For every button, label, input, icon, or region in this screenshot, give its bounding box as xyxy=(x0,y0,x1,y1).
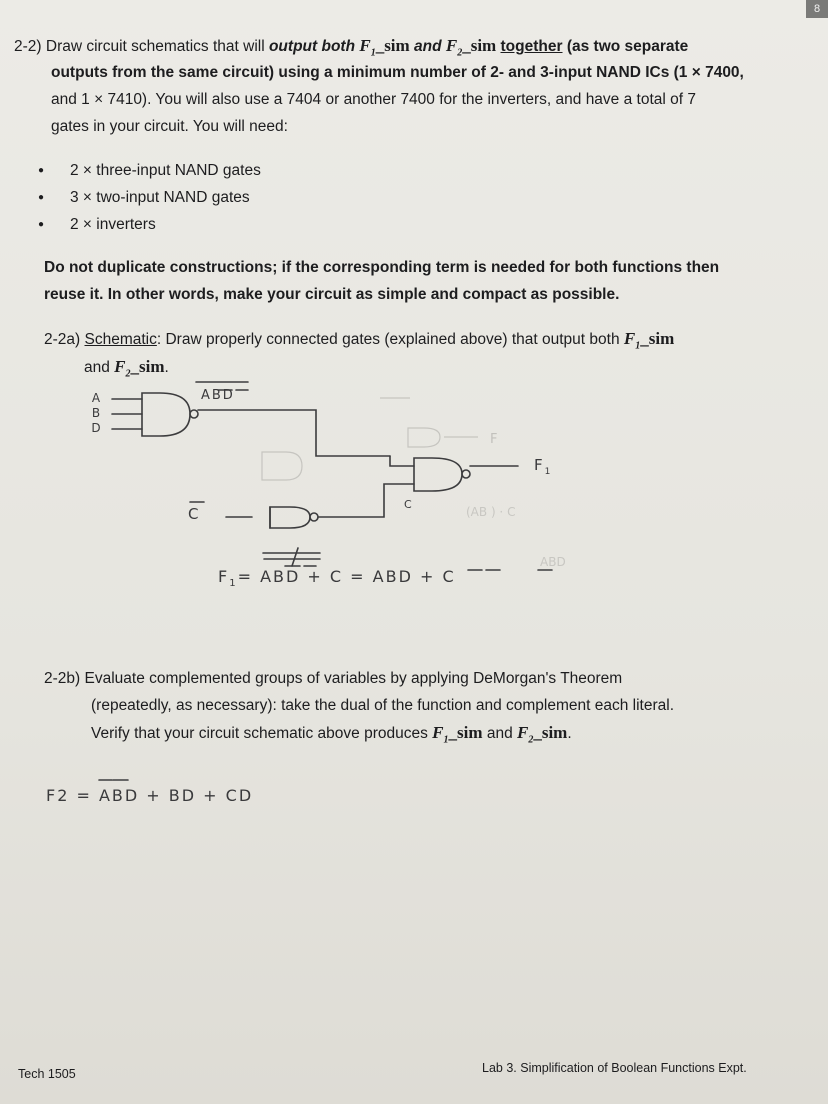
inverter-c xyxy=(270,507,310,528)
f2-equation: F2 = ABD + BD + CD xyxy=(46,786,254,805)
inverter-bubble xyxy=(310,513,318,521)
section-2-2b-line1: 2-2b) Evaluate complemented groups of variables by applying DeMorgan's Theorem xyxy=(44,670,623,687)
section-2-2b-line3: Verify that your circuit schematic above produces $F_1\_sim$ and $F_2\_sim$. xyxy=(91,723,572,746)
note-line2: reuse it. In other words, make your circuit as simple and compact as possible. xyxy=(44,286,620,303)
note-line1: Do not duplicate constructions; if the corresponding term is needed for both functions then xyxy=(44,259,720,276)
page-number: 8 xyxy=(806,0,828,18)
section-2-2b-line2: (repeatedly, as necessary): take the dual of the function and complement each literal. xyxy=(91,697,675,714)
wire-cbar-out xyxy=(318,484,414,517)
section-2-2a-line1: 2-2a) Schematic: Draw properly connected gates (explained above) that output both $F_1\_sim$ xyxy=(44,329,675,352)
gate1-label: ABD xyxy=(201,388,235,403)
nand-gate-1 xyxy=(142,393,190,436)
section-2-2a-line2: and $F_2\_sim$. xyxy=(84,357,169,380)
nand-bubble-1 xyxy=(190,410,198,418)
section-2-2-line3: and 1 × 7410). You will also use a 7404 or another 7400 for the inverters, and have a total of 7 xyxy=(51,91,696,108)
footer-title: Lab 3. Simplification of Boolean Functions Expt. xyxy=(482,1061,747,1075)
c-bar-label: C xyxy=(188,505,201,523)
section-2-2-line2: outputs from the same circuit) using a minimum number of 2- and 3-input NAND ICs (1 × 7400, xyxy=(51,64,744,81)
section-2-2-line4: gates in your circuit. You will need: xyxy=(51,118,288,135)
nand-gate-output xyxy=(414,458,462,491)
list-item: ● 3 × two-input NAND gates xyxy=(38,184,261,211)
svg-text:F: F xyxy=(490,432,498,447)
footer-course: Tech 1505 xyxy=(18,1067,76,1081)
section-2-2-line1: 2-2) Draw circuit schematics that will output both $F_1\_sim$ and $F_2\_sim$ together (as two separate xyxy=(14,36,689,59)
f1-output-label: $F_1$ xyxy=(534,456,553,477)
input-labels: A B D xyxy=(91,391,103,435)
svg-text:(AB ) · C: (AB ) · C xyxy=(466,505,516,519)
list-item: ● 2 × three-input NAND gates xyxy=(38,157,261,184)
wire-gate1-out xyxy=(198,410,390,456)
svg-text:ABD: ABD xyxy=(540,555,566,569)
nand-bubble-output xyxy=(462,470,470,478)
f1-equation: $F_1=$ ABD + C = ABD + C xyxy=(218,567,456,590)
c-wire-label: C xyxy=(404,498,414,511)
list-item: ● 2 × inverters xyxy=(38,211,261,238)
